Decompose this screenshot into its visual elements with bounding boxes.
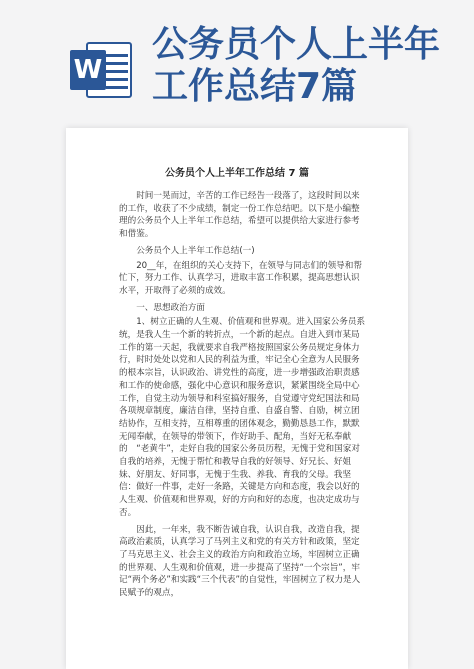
intro-paragraph: 时间一晃而过，辛苦的工作已经告一段落了，这段时间以来的工作，收获了不少成绩，制定一份工作总结吧。以下是小编整理的公务员个人上半年工作总结，希望可以提供给大家进行参考和借鉴。 bbox=[119, 191, 360, 240]
doc-line bbox=[106, 54, 128, 57]
doc-line bbox=[106, 78, 128, 81]
banner bbox=[0, 0, 474, 115]
word-logo-letter: W bbox=[70, 50, 106, 90]
banner-title: 公务员个人上半年工作总结7篇 bbox=[152, 24, 441, 107]
doc-line bbox=[106, 62, 128, 65]
word-document-icon bbox=[70, 38, 134, 102]
body-paragraph: 20__年，在组织的关心支持下，在领导与同志们的领导和帮忙下，努力工作、认真学习，进取丰富工作积累，提高思想认识水平，开取得了必须的成效。 bbox=[119, 260, 362, 296]
doc-line bbox=[106, 86, 128, 89]
document-page bbox=[66, 128, 408, 669]
document-title: 公务员个人上半年工作总结 7 篇 bbox=[165, 168, 309, 179]
document-body bbox=[119, 190, 367, 604]
subsection-heading: 一、思想政治方面 bbox=[136, 302, 205, 313]
body-paragraph: 因此，一年来，我不断告诫自我，认识自我，改造自我，提高政治素质，认真学习了马列主义和党的有关方针和政策，坚定了马克思主义、社会主义的政治方向和政治立场，牢固树立正确的世界观、人生观和价值观，进一步提高了坚持“一个宗旨”，牢记“两个务必”和实践“三个代表”的自觉性，牢固树立了权力是人民赋予的观点， bbox=[119, 524, 361, 599]
section-heading: 公务员个人上半年工作总结(一) bbox=[136, 245, 255, 256]
body-paragraph: 1、树立正确的人生观、价值观和世界观。进入国家公务员系统，是我人生一个新的转折点，一个新的起点。自进入到市某局工作的第一天起，我就要求自我严格按照国家公务员规定身体力行，时时处处以党和人民的利益为重，牢记全心全意为人民服务的根本宗旨，认识政治、讲党性的高度，进一步增强政治职责感和工作的使命感，强化中心意识和服务意识，紧紧围绕全局中心工作，自觉主动为领导和科室搞好服务，自觉遵守党纪国法和局各项规章制度，廉洁自律，坚持自重、自盛自警、自励，树立团结协作，互相支持，互相尊重的团体观念，勤勤恳恳工作，默默无闻奉献，在领导的带领下，作好助手、配角，当好无私奉献的 “老黄牛”，走好自我的国家公务员历程，无愧于党和国家对自我的培养，无愧于帮忙和教导自我的好领导、好兄长、好姐妹、好朋友、好同事，无愧于生我、养我、育我的父母。我坚信：做好一件事，走好一条路，关键是方向和态度，我会以好的人生观、价值观和世界观，好的方向和好的态度，也决定成功与否。 bbox=[119, 317, 366, 518]
doc-line bbox=[106, 70, 128, 73]
